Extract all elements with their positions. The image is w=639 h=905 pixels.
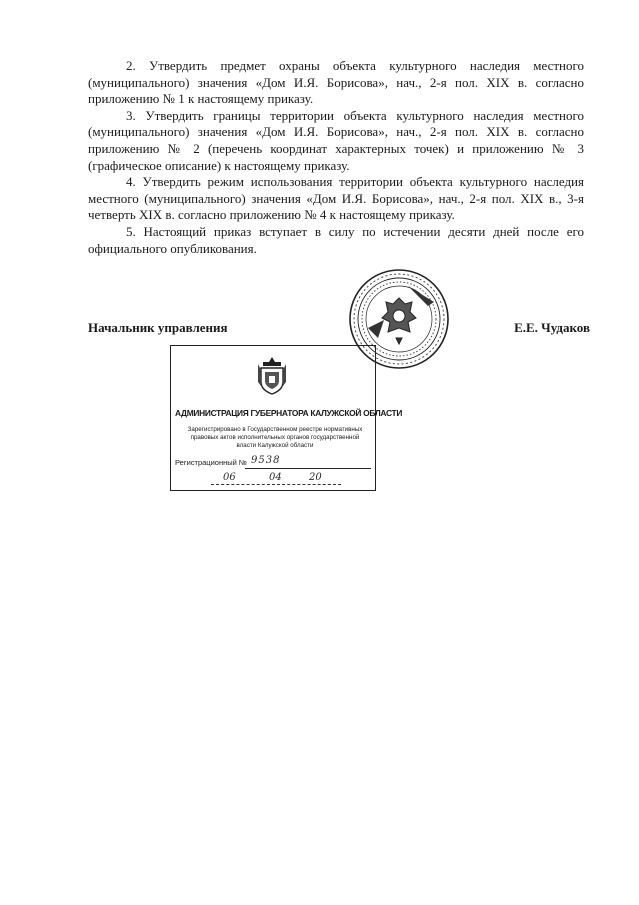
paragraph-3: 3. Утвердить границы территории объекта культурного наследия местного (муниципального) значения «Дом И.Я. Борисова», нач., 2-я пол. XIX в. согласно приложению № 2 (перечень координат характерных точек) и приложению № 3 (графическое описание) к настоящему приказу. <box>88 107 584 173</box>
registration-date-month: 04 <box>269 472 282 483</box>
registration-number-line <box>245 468 371 469</box>
signature-row <box>88 320 590 338</box>
stamp-text: Зарегистрировано в Государственном реестре нормативных правовых актов исполнительных органов государственной власти Калужской области <box>187 426 363 449</box>
paragraph-4: 4. Утвердить режим использования территории объекта культурного наследия местного (муниципального) значения «Дом И.Я. Борисова», нач., 2-я пол. XIX в., 3-я четверть XIX в. согласно приложению № 4 к настоящему приказу. <box>88 174 584 223</box>
paragraph-5: 5. Настоящий приказ вступает в силу по истечении десяти дней после его официального опубликования. <box>88 223 584 256</box>
document-body <box>88 58 584 257</box>
registration-date-line <box>211 484 341 485</box>
signatory-position: Начальник управления <box>88 320 228 335</box>
signatory-name: Е.Е. Чудаков <box>514 320 590 335</box>
stamp-title: АДМИНИСТРАЦИЯ ГУБЕРНАТОРА КАЛУЖСКОЙ ОБЛАСТИ <box>175 408 403 418</box>
registration-date-day: 06 <box>223 472 236 483</box>
registration-number-value: 9538 <box>251 455 281 466</box>
registration-date-year: 20 <box>309 472 322 483</box>
registration-number-label: Регистрационный № <box>175 458 247 467</box>
paragraph-2: 2. Утвердить предмет охраны объекта культурного наследия местного (муниципального) значения «Дом И.Я. Борисова», нач., 2-я пол. XIX в. согласно приложению № 1 к настоящему приказу. <box>88 58 584 107</box>
coat-of-arms-icon <box>257 356 287 396</box>
registration-stamp <box>170 345 403 491</box>
